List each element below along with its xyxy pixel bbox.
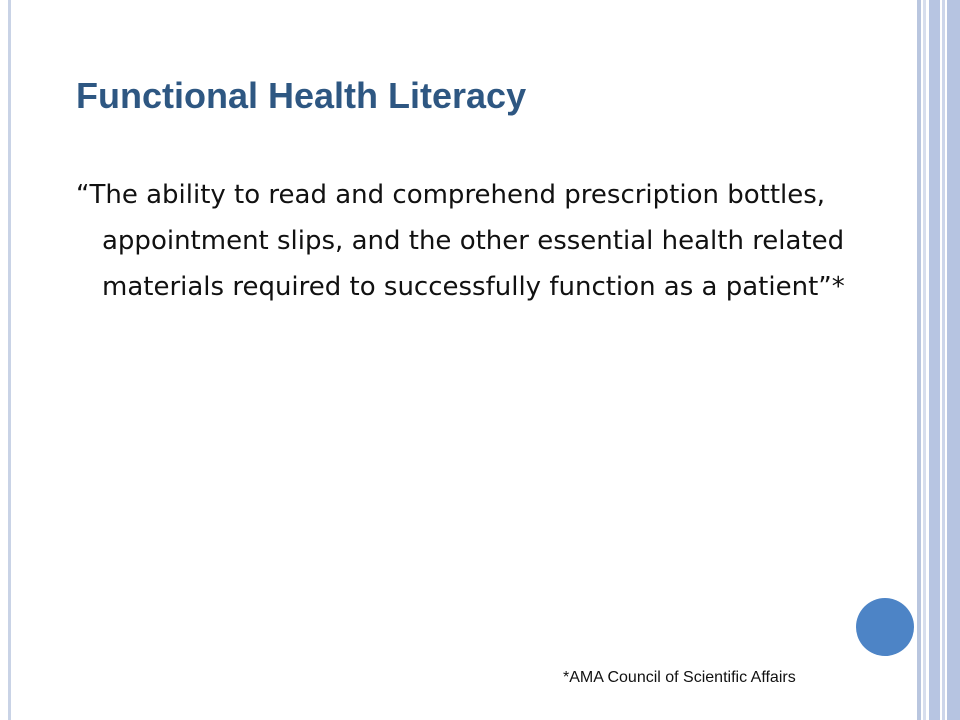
footnote-citation: *AMA Council of Scientific Affairs	[563, 669, 796, 686]
decorative-band	[947, 0, 960, 720]
left-border-rule	[8, 0, 11, 720]
decorative-band	[923, 0, 926, 720]
decorative-band	[929, 0, 940, 720]
decorative-circle	[856, 598, 914, 656]
right-decorative-bands	[917, 0, 960, 720]
slide-title: Functional Health Literacy	[76, 75, 527, 116]
decorative-band	[917, 0, 921, 720]
slide-body-quote: “The ability to read and comprehend prescription bottles, appointment slips, and the other essential health related materials required to successfully function as a patient”*	[76, 180, 845, 302]
decorative-band	[942, 0, 945, 720]
